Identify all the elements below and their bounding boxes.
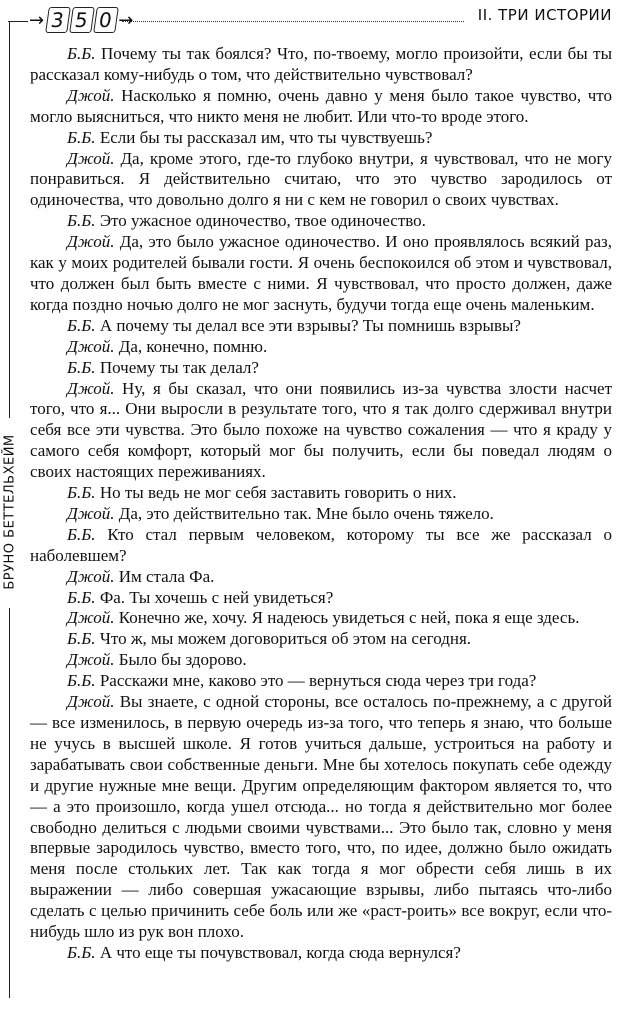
speaker-name: Джой. — [67, 650, 115, 670]
dialogue-text: А что еще ты почувствовал, когда сюда вернулся? — [95, 942, 461, 962]
page-header — [0, 0, 620, 40]
dialogue-text: Почему ты так делал? — [95, 357, 259, 377]
dialogue-line — [30, 943, 612, 964]
dialogue-text: Это ужасное одиночество, твое одиночество. — [95, 211, 426, 231]
speaker-name: Б.Б. — [67, 671, 96, 691]
dialogue-text: Если бы ты рассказал им, что ты чувствуешь? — [95, 127, 433, 147]
dialogue-line — [30, 483, 612, 504]
dialogue-text: Но ты ведь не мог себя заставить говорить о них. — [95, 483, 457, 503]
dialogue-line — [30, 379, 612, 484]
speaker-name: Джой. — [67, 148, 115, 168]
side-rule-bottom — [9, 608, 10, 998]
dialogue-text: Расскажи мне, каково это — вернуться сюда через три года? — [95, 671, 537, 691]
dialogue-line — [30, 608, 612, 629]
section-title: II. ТРИ ИСТОРИИ — [477, 6, 612, 24]
speaker-name: Б.Б. — [67, 483, 96, 503]
dialogue-line — [30, 128, 612, 149]
dialogue-line — [30, 211, 612, 232]
speaker-name: Джой. — [67, 336, 115, 356]
dialogue-text: Ну, я бы сказал, что они появились из-за чувства злости насчет того, что я... Они выросли в результате того, что я так долго сдерживал внутри себя все эти чувства. Это было похоже на чувство сожаления — что я краду у самого себя комфорт, который мог бы получить, если бы поведал людям о своих настоящих переживаниях. — [30, 378, 612, 482]
dialogue-line — [30, 588, 612, 609]
speaker-name: Б.Б. — [67, 127, 96, 147]
dialogue-line — [30, 232, 612, 316]
dialogue-line — [30, 525, 612, 567]
dialogue-line — [30, 358, 612, 379]
dialogue-line — [30, 671, 612, 692]
dialogue-text: Было бы здорово. — [114, 650, 247, 670]
dialogue-line — [30, 504, 612, 525]
dialogue-text: Да, это действительно так. Мне было очень тяжело. — [114, 503, 494, 523]
running-title-author: БРУНО БЕТТЕЛЬХЕЙМ — [2, 434, 18, 590]
speaker-name: Б.Б. — [67, 942, 96, 962]
dialogue-text: Да, кроме этого, где-то глубоко внутри, я чувствовал, что не могу понравиться. Я действительно считаю, что это чувство зародилось от одиночества, что довольно долго я ни с кем не говорил о своих чувствах. — [30, 148, 612, 210]
page-digit: 0 — [93, 7, 118, 33]
page-body — [30, 44, 612, 964]
dialogue-text: А почему ты делал все эти взрывы? Ты помнишь взрывы? — [95, 315, 521, 335]
speaker-name: Б.Б. — [67, 315, 96, 335]
dialogue-text: Да, конечно, помню. — [114, 336, 268, 356]
speaker-name: Б.Б. — [67, 357, 96, 377]
speaker-name: Б.Б. — [67, 587, 96, 607]
dialogue-line — [30, 44, 612, 86]
dialogue-line — [30, 86, 612, 128]
speaker-name: Джой. — [67, 378, 115, 398]
header-rule-left — [8, 21, 28, 22]
dialogue-text: Вы знаете, с одной стороны, все осталось по-прежнему, а с другой — все изменилось, в первую очередь из-за того, что теперь я знаю, что больше не учусь в высшей школе. Я готов учиться дальше, устроиться на работу и зарабатывать свои собственные деньги. Мне бы хотелось покупать себе одежду и другие нужные мне вещи. Другим определяющим фактором является то, что — а это произошло, когда ушел отсюда... но тогда я действительно мог более свободно делиться с людьми своими чувствами... Это было так, словно у меня впервые зародилось чувство, вместо того, что, по идее, должно было ожидать меня после стольких лет. Так как тогда я мог обрести себя лишь в их выражении — либо совершая ужасающие взрывы, либо пытаясь что-либо сделать с целью причинить себе боль или же «раст-роить» все вокруг, если что-нибудь шло из рук вон плохо. — [30, 692, 612, 942]
speaker-name: Б.Б. — [67, 211, 96, 231]
arrow-icon: → — [29, 9, 46, 31]
speaker-name: Джой. — [67, 692, 115, 712]
dialogue-text: Насколько я помню, очень давно у меня было такое чувство, что могло выясниться, что никто меня не любит. Или что-то вроде этого. — [30, 85, 612, 126]
dialogue-text: Конечно же, хочу. Я надеюсь увидеться с ней, пока я еще здесь. — [114, 608, 580, 628]
dialogue-line — [30, 567, 612, 588]
dialogue-text: Кто стал первым человеком, которому ты все же рассказал о наболевшем? — [30, 524, 612, 565]
page-number — [28, 4, 135, 36]
arrow-icon: → — [118, 9, 135, 31]
dialogue-text: Что ж, мы можем договориться об этом на сегодня. — [95, 629, 472, 649]
dialogue-line — [30, 337, 612, 358]
speaker-name: Б.Б. — [67, 524, 96, 544]
dialogue-text: Фа. Ты хочешь с ней увидеться? — [95, 587, 334, 607]
dialogue-line — [30, 149, 612, 212]
page-digit: 3 — [45, 7, 70, 33]
speaker-name: Джой. — [67, 85, 115, 105]
dialogue-text: Им стала Фа. — [114, 566, 215, 586]
dialogue-line — [30, 650, 612, 671]
speaker-name: Джой. — [67, 503, 115, 523]
speaker-name: Джой. — [67, 608, 115, 628]
dialogue-text: Да, это было ужасное одиночество. И оно проявлялось всякий раз, как у моих родителей бывали гости. Я очень беспокоился об этом и чувствовал, что должен был быть вместе с ними. Я чувствовал, что просто должен, даже когда поздно ночью долго не мог заснуть, будучи тогда еще очень маленьким. — [30, 232, 612, 314]
dialogue-line — [30, 692, 612, 943]
speaker-name: Б.Б. — [67, 629, 96, 649]
dialogue-line — [30, 629, 612, 650]
page-digit: 5 — [69, 7, 94, 33]
header-rule-dotted — [122, 21, 464, 22]
dialogue-line — [30, 316, 612, 337]
speaker-name: Джой. — [67, 566, 115, 586]
side-rule-top — [9, 22, 10, 418]
dialogue-text: Почему ты так боялся? Что, по-твоему, могло произойти, если бы ты рассказал кому-нибудь о том, что действительно чувствовал? — [30, 44, 612, 84]
speaker-name: Джой. — [67, 232, 115, 252]
speaker-name: Б.Б. — [67, 44, 96, 63]
